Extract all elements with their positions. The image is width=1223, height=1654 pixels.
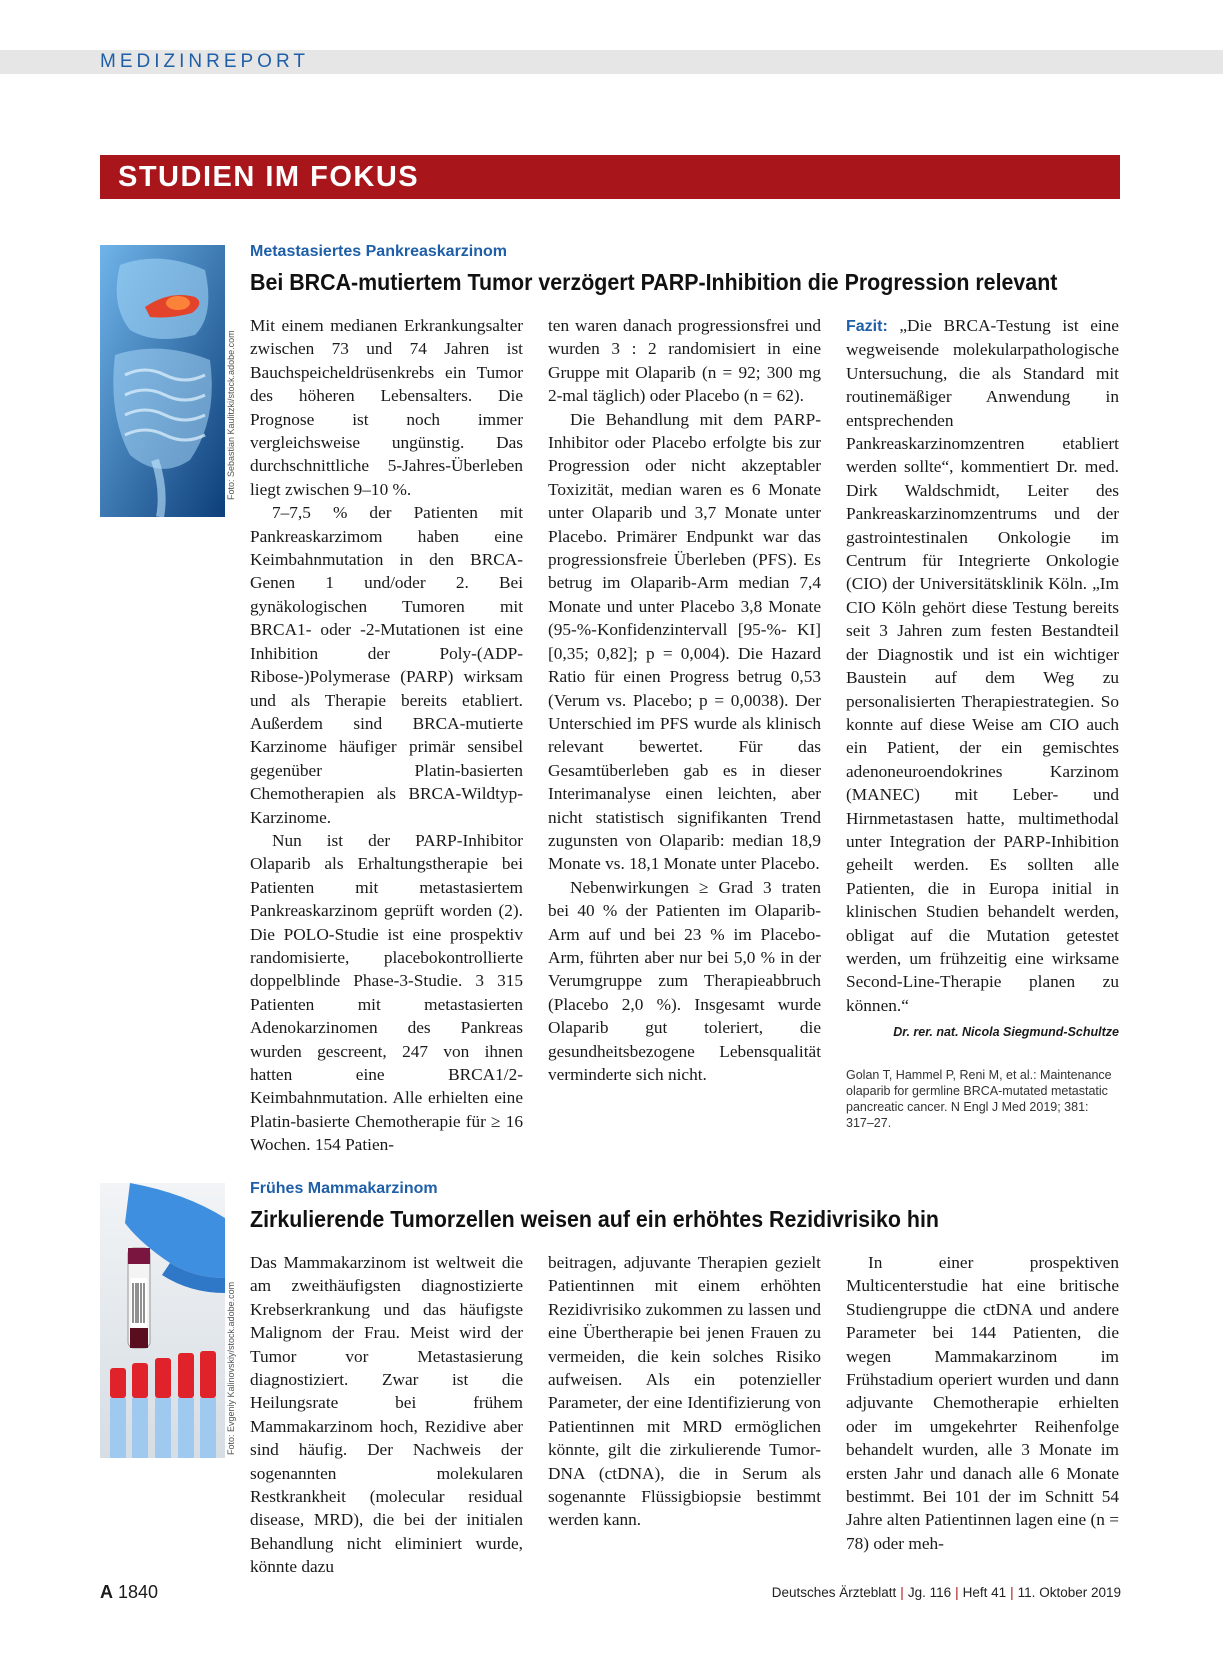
journal-volume: Jg. 116	[907, 1585, 952, 1600]
paragraph: Nebenwirkungen ≥ Grad 3 traten bei 40 % der Patienten im Olaparib-Arm auf und bei 23 % im Placebo-Arm, führten aber nur bei 5,0 % in der Verumgruppe zum Therapieabbruch (Placebo 2,0 %). Insgesamt wurde Olaparib gut toleriert, die gesundheitsbezogene Lebensqualität verminderte sich nicht.	[548, 877, 821, 1084]
photo-credit: Foto: Evgeniy Kalinovskiy/stock.adobe.com	[226, 1281, 236, 1455]
article-column-2	[548, 314, 821, 1086]
paragraph: Das Mammakarzinom ist weltweit die am zweithäufigsten diagnostizierte Krebserkrankung und das häufigste Malignom der Frau. Meist wird der Tumor vor Metastasierung diagnostiziert. Zwar ist die Heilungsrate bei frühem Mammakarzinom hoch, Rezidive aber sind häufig. Der Nachweis der sogenannten molekularen Restkrankheit (molecular residual disease, MRD), die bei der initialen Behandlung nicht eliminiert wurde, könnte dazu	[250, 1253, 523, 1577]
article-column-3	[846, 314, 1119, 1131]
author: Dr. rer. nat. Nicola Siegmund-Schultze	[893, 1025, 1119, 1040]
fazit-paragraph	[846, 314, 1119, 1017]
paragraph: 7–7,5 % der Patienten mit Pankreaskarzimom haben eine Keimbahnmutation in den BRCA-Genen 1 und/oder 2. Bei gynäkologischen Tumoren mit BRCA1- oder -2-Mutationen ist eine Inhibition der Poly-(ADP-Ribose-)Polymerase (PARP) wirksam und als Therapie bereits etabliert. Außerdem sind BRCA-mutierte Karzinome häufiger primär sensibel gegenüber Platin-basierten Chemotherapien als BRCA-Wildtyp-Karzinome.	[250, 503, 523, 827]
paragraph: In einer prospektiven Multicenterstudie hat eine britische Studiengruppe die ctDNA und andere Parameter bei 144 Patienten, die wegen Mammakarzinom im Frühstadium operiert wurden und dann adjuvante Chemotherapie erhielten oder im umgekehrter Reihenfolge behandelt wurden, alle 3 Monate im ersten Jahr und danach alle 6 Monate bestimmt. Bei 101 der im Schnitt 54 Jahre alten Patientinnen lagen eine (n = 78) oder meh-	[846, 1253, 1119, 1553]
fazit-text: „Die BRCA-Testung ist eine wegweisende molekularpathologische Untersuchung, die als Standard mit routinemäßiger Anwendung in entsprechenden Pankreaskarzinomzentren etabliert werden sollte“, kommentiert Dr. med. Dirk Waldschmidt, Leiter des Pankreaskarzinomzentrums und der gastrointestinalen Onkologie im Centrum für Integrierte Onkologie (CIO) der Universitätsklinik Köln. „Im CIO Köln gehört diese Testung bereits seit 3 Jahren zum festen Bestandteil der Diagnostik und ist ein wichtiger Baustein auf dem Weg zu personalisierten Therapiestrategien. So konnte auf diese Weise am CIO auch ein Patient, der ein gemischtes adenoneuroendokrines Karzinom (MANEC) mit Leber- und Hirnmetastasen hatte, multimethodal unter Integration der PARP-Inhibition geheilt werden. Es sollten alle Patienten, die in Europa initial in klinischen Studien behandelt werden, obligat auf die Mutation getestet werden, um frühzeitig eine wirksame Second-Line-Therapie planen zu können.“	[846, 316, 1119, 1015]
fazit-label: Fazit:	[846, 318, 888, 335]
blood-sample-image	[100, 1183, 225, 1458]
banner-title: STUDIEN IM FOKUS	[100, 155, 1120, 199]
article-column-1	[250, 314, 523, 1157]
paragraph: Mit einem medianen Erkrankungsalter zwischen 73 und 74 Jahren ist Bauchspeicheldrüsenkrebs ein Tumor des höheren Lebensalters. Die Prognose ist noch immer vergleichsweise ungünstig. Das durchschnittliche 5-Jahres-Überleben liegt zwischen 9–10 %.	[250, 316, 523, 499]
section-label: MEDIZINREPORT	[100, 51, 309, 72]
journal-issue: Heft 41	[962, 1585, 1007, 1600]
article-column-1	[250, 1251, 523, 1579]
paragraph: ten waren danach progressionsfrei und wurden 3 : 2 randomisiert in eine Gruppe mit Olaparib (n = 92; 300 mg 2-mal täglich) oder Placebo (n = 62).	[548, 316, 821, 406]
article-column-3	[846, 1251, 1119, 1555]
article-headline: Bei BRCA-mutiertem Tumor verzögert PARP-Inhibition die Progression relevant	[250, 269, 1058, 295]
paragraph: Nun ist der PARP-Inhibitor Olaparib als Erhaltungstherapie bei Patienten mit metastasiertem Pankreaskarzinom geprüft worden (2). Die POLO-Studie ist eine prospektiv randomisierte, placebokontrollierte doppelblinde Phase-3-Studie. 3 315 Patienten mit metastasierten Adenokarzinomen des Pankreas wurden gescreent, 247 von ihnen hatten eine BRCA1/2-Keimbahnmutation. Alle erhielten eine Platin-basierte Chemotherapie für ≥ 16 Wochen. 154 Patien-	[250, 830, 523, 1155]
journal-info: Deutsches Ärzteblatt | Jg. 116 | Heft 41 | 11. Oktober 2019	[771, 1585, 1121, 1600]
article-column-2	[548, 1251, 821, 1532]
anatomy-image	[100, 245, 225, 517]
journal-name: Deutsches Ärzteblatt	[771, 1585, 897, 1600]
article-kicker: Metastasiertes Pankreaskarzinom	[250, 243, 508, 260]
article-headline: Zirkulierende Tumorzellen weisen auf ein erhöhtes Rezidivrisiko hin	[250, 1206, 940, 1232]
photo-credit: Foto: Sebastian Kaulitzki/stock.adobe.com	[226, 330, 236, 500]
journal-date: 11. Oktober 2019	[1017, 1585, 1121, 1600]
paragraph: beitragen, adjuvante Therapien gezielt Patientinnen mit einem erhöhten Rezidivrisiko zukommen zu lassen und eine Übertherapie bei jenen Frauen zu vermeiden, die kein solches Risiko aufweisen. Als ein potenzieller Parameter, der eine Identifizierung von Patientinnen mit MRD ermöglichen könnte, gilt die zirkulierende Tumor-DNA (ctDNA), die in Serum als sogenannte Flüssigbiopsie bestimmt werden kann.	[548, 1253, 821, 1530]
page-number: A 1840	[100, 1582, 159, 1602]
paragraph: Die Behandlung mit dem PARP-Inhibitor oder Placebo erfolgte bis zur Progression oder nicht akzeptabler Toxizität, median waren es 6 Monate unter Olaparib und 3,7 Monate unter Placebo. Primärer Endpunkt war das progressionsfreie Überleben (PFS). Es betrug im Olaparib-Arm median 7,4 Monate und unter Placebo 3,8 Monate (95-%-Konfidenzintervall [95-%- KI] [0,35; 0,82]; p = 0,004). Die Hazard Ratio für einen Progress betrug 0,53 (Verum vs. Placebo; p = 0,0038). Der Unterschied im PFS wurde als klinisch relevant bewertet. Für das Gesamtüberleben gab es in dieser Interimanalyse einen leichten, aber nicht statistisch signifikanten Trend zugunsten von Olaparib: median 18,9 Monate vs. 18,1 Monate unter Placebo.	[548, 409, 821, 874]
article-kicker: Frühes Mammakarzinom	[250, 1180, 438, 1197]
reference: Golan T, Hammel P, Reni M, et al.: Maintenance olaparib for germline BRCA-mutated metastatic pancreatic cancer. N Engl J Med 2019; 381: 317–27.	[846, 1067, 1112, 1130]
